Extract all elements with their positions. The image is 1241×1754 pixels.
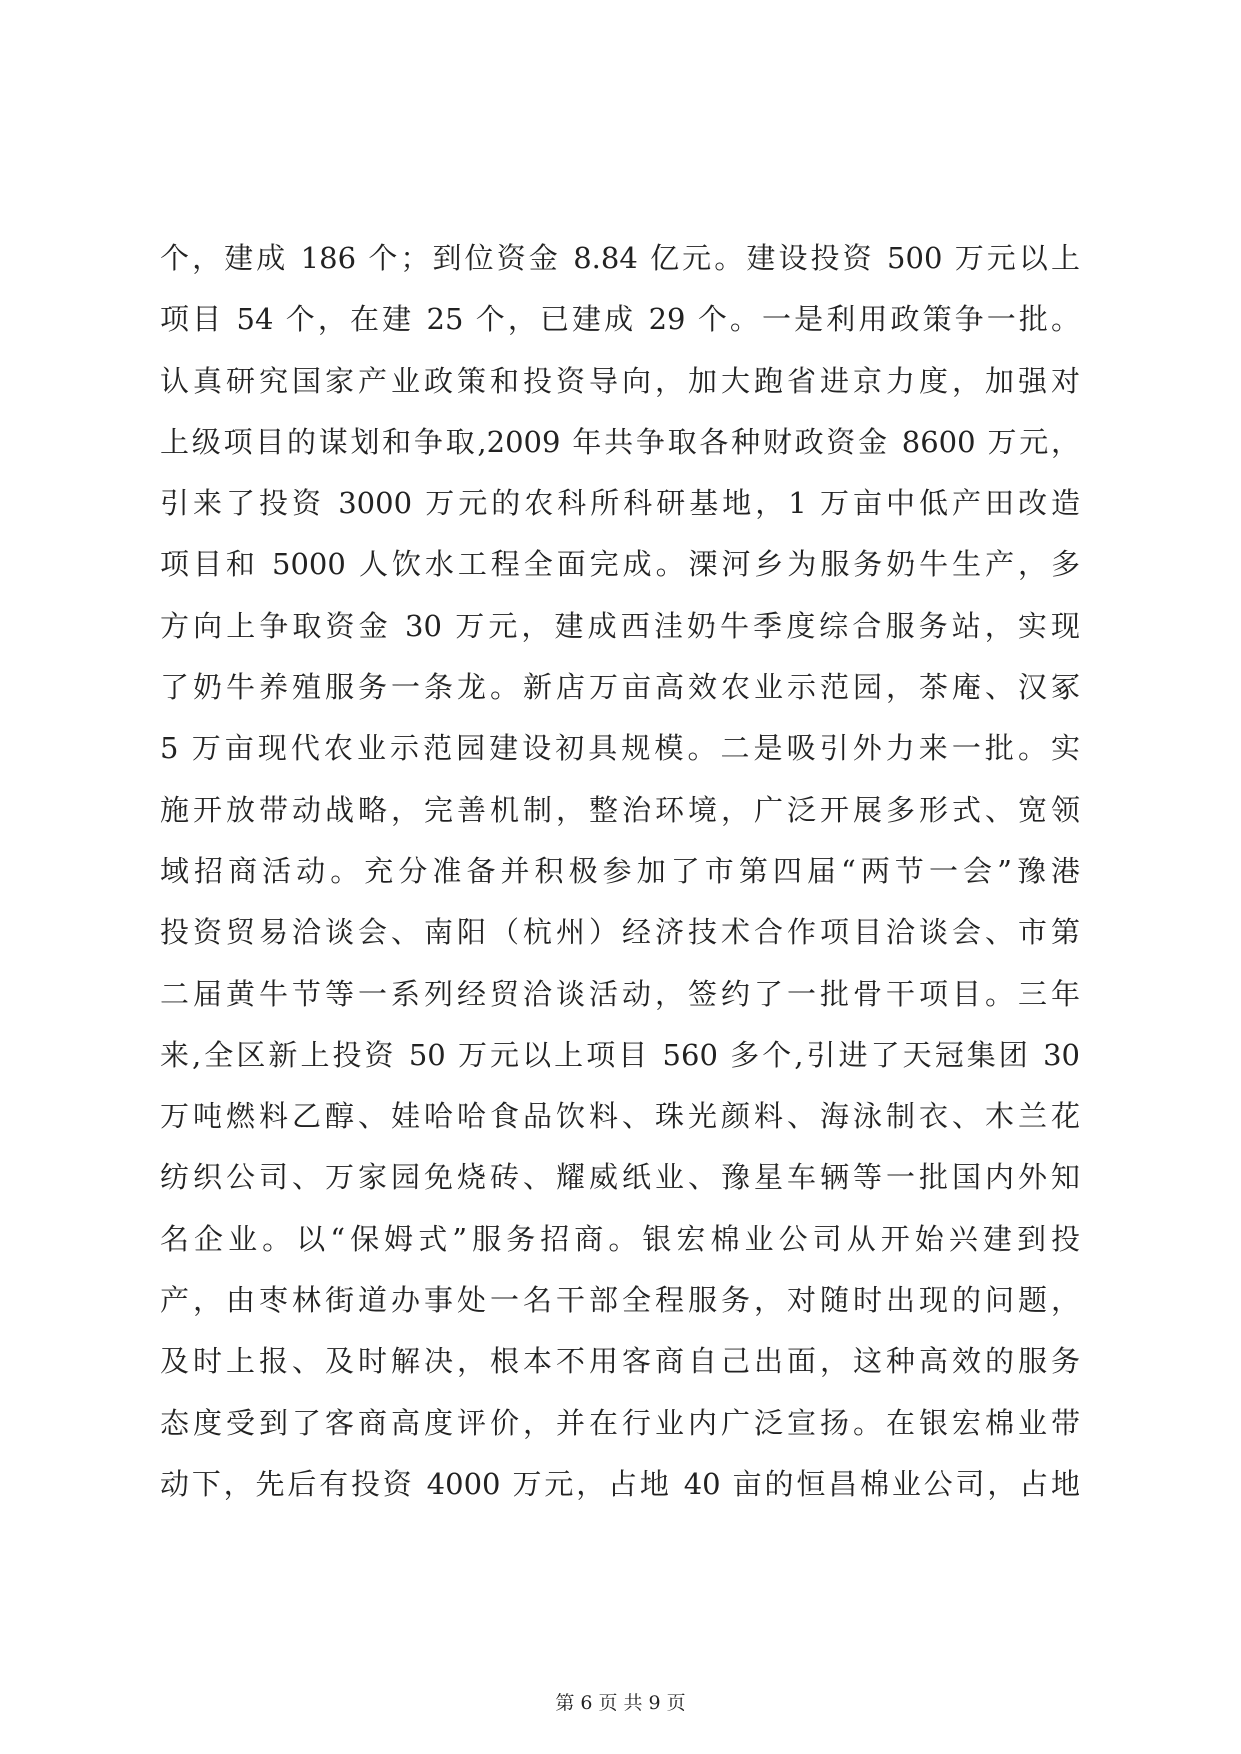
text-line: 态度受到了客商高度评价，并在行业内广泛宣扬。在银宏棉业带 — [160, 1405, 1080, 1440]
body-text — [160, 228, 1080, 1515]
text-line: 项目和 5000 人饮水工程全面完成。溧河乡为服务奶牛生产，多 — [160, 547, 1080, 582]
text-line: 项目 54 个，在建 25 个，已建成 29 个。一是利用政策争一批。 — [160, 302, 1080, 337]
text-line: 万吨燃料乙醇、娃哈哈食品饮料、珠光颜料、海泳制衣、木兰花 — [160, 1099, 1080, 1134]
text-line: 名企业。以“保姆式”服务招商。银宏棉业公司从开始兴建到投 — [160, 1221, 1080, 1256]
text-line: 5 万亩现代农业示范园建设初具规模。二是吸引外力来一批。实 — [160, 731, 1080, 766]
text-line: 来,全区新上投资 50 万元以上项目 560 多个,引进了天冠集团 30 — [160, 1037, 1080, 1072]
page-number-footer: 第 6 页 共 9 页 — [555, 1692, 686, 1714]
text-line: 域招商活动。充分准备并积极参加了市第四届“两节一会”豫港 — [160, 853, 1080, 888]
text-line: 了奶牛养殖服务一条龙。新店万亩高效农业示范园，茶庵、汉冢 — [160, 670, 1080, 705]
text-line: 二届黄牛节等一系列经贸洽谈活动，签约了一批骨干项目。三年 — [160, 976, 1080, 1011]
text-line: 个，建成 186 个；到位资金 8.84 亿元。建设投资 500 万元以上 — [160, 241, 1080, 275]
text-line: 产，由枣林街道办事处一名干部全程服务，对随时出现的问题， — [160, 1283, 1080, 1318]
text-line: 上级项目的谋划和争取,2009 年共争取各种财政资金 8600 万元， — [160, 424, 1080, 459]
text-line: 方向上争取资金 30 万元，建成西洼奶牛季度综合服务站，实现 — [160, 608, 1080, 643]
text-line: 及时上报、及时解决，根本不用客商自己出面，这种高效的服务 — [160, 1344, 1080, 1379]
text-line: 动下，先后有投资 4000 万元，占地 40 亩的恒昌棉业公司，占地 — [160, 1466, 1080, 1501]
text-line: 纺织公司、万家园免烧砖、耀威纸业、豫星车辆等一批国内外知 — [160, 1160, 1080, 1195]
text-line: 施开放带动战略，完善机制，整治环境，广泛开展多形式、宽领 — [160, 792, 1080, 827]
text-line: 认真研究国家产业政策和投资导向，加大跑省进京力度，加强对 — [160, 363, 1080, 398]
text-line: 引来了投资 3000 万元的农科所科研基地，1 万亩中低产田改造 — [160, 486, 1080, 521]
text-line: 投资贸易洽谈会、南阳（杭州）经济技术合作项目洽谈会、市第 — [160, 915, 1080, 950]
